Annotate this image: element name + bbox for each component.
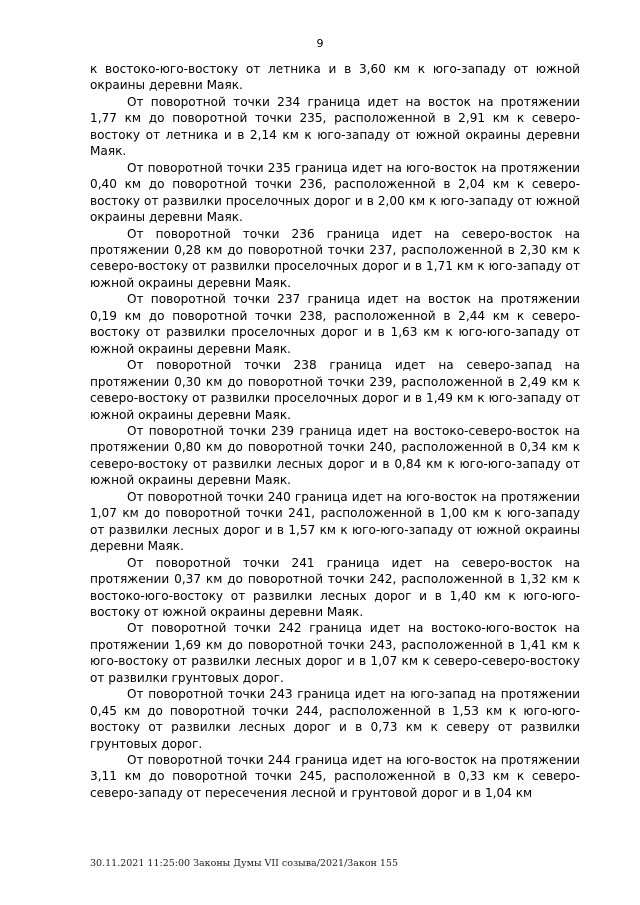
paragraph-point-234: От поворотной точки 234 граница идет на восток на протяжении 1,77 км до поворотной точки 235, расположенной в 2,91 км к северо-востоку от летника и в 2,14 км к юго-западу от южной окраины деревни Маяк. [90, 94, 580, 159]
paragraph-point-236: От поворотной точки 236 граница идет на северо-восток на протяжении 0,28 км до поворотной точки 237, расположенной в 2,30 км к северо-востоку от развилки проселочных дорог и в 1,71 км к юго-западу от южной окраины деревни Маяк. [90, 226, 580, 290]
paragraph-point-243: От поворотной точки 243 граница идет на юго-запад на протяжении 0,45 км до поворотной точки 244, расположенной в 1,53 км к юго-юго-востоку от развилки лесных дорог и в 0,73 км к северу от развилки грунтовых дорог. [90, 687, 580, 751]
document-body [90, 61, 580, 801]
page-number: 9 [316, 37, 324, 50]
paragraph-point-238: От поворотной точки 238 граница идет на северо-запад на протяжении 0,30 км до поворотной точки 239, расположенной в 2,49 км к северо-востоку от развилки проселочных дорог и в 1,49 км к юго-западу от южной окраины деревни Маяк. [90, 358, 580, 422]
document-footer: 30.11.2021 11:25:00 Законы Думы VII созыва/2021/Закон 155 [90, 858, 399, 869]
paragraph-point-241: От поворотной точки 241 граница идет на северо-восток на протяжении 0,37 км до поворотной точки 242, расположенной в 1,32 км к востоко-юго-востоку от развилки лесных дорог и в 1,40 км к юго-юго-востоку от южной окраины деревни Маяк. [90, 555, 580, 619]
paragraph-continuation: к востоко-юго-востоку от летника и в 3,60 км к юго-западу от южной окраины деревни Маяк. [90, 62, 580, 93]
paragraph-point-239: От поворотной точки 239 граница идет на востоко-северо-восток на протяжении 0,80 км до поворотной точки 240, расположенной в 0,34 км к северо-востоку от развилки лесных дорог и в 0,84 км к юго-юго-западу от южной окраины деревни Маяк. [90, 423, 580, 488]
paragraph-point-240: От поворотной точки 240 граница идет на юго-восток на протяжении 1,07 км до поворотной точки 241, расположенной в 1,00 км к юго-западу от развилки лесных дорог и в 1,57 км к юго-юго-западу от южной окраины деревни Маяк. [90, 489, 580, 554]
paragraph-point-244: От поворотной точки 244 граница идет на юго-восток на протяжении 3,11 км до поворотной точки 245, расположенной в 0,33 км к северо-северо-западу от пересечения лесной и грунтовой дорог и в 1,04 км [90, 753, 580, 800]
paragraph-point-235: От поворотной точки 235 граница идет на юго-восток на протяжении 0,40 км до поворотной точки 236, расположенной в 2,04 км к северо-востоку от развилки проселочных дорог и в 2,00 км к юго-западу от южной окраины деревни Маяк. [90, 160, 580, 225]
paragraph-point-237: От поворотной точки 237 граница идет на восток на протяжении 0,19 км до поворотной точки 238, расположенной в 2,44 км к северо-востоку от развилки проселочных дорог и в 1,63 км к юго-юго-западу от южной окраины деревни Маяк. [90, 292, 580, 356]
paragraph-point-242: От поворотной точки 242 граница идет на востоко-юго-восток на протяжении 1,69 км до поворотной точки 243, расположенной в 1,41 км к юго-востоку от развилки лесных дорог и в 1,07 км к северо-северо-востоку от развилки грунтовых дорог. [90, 621, 580, 685]
